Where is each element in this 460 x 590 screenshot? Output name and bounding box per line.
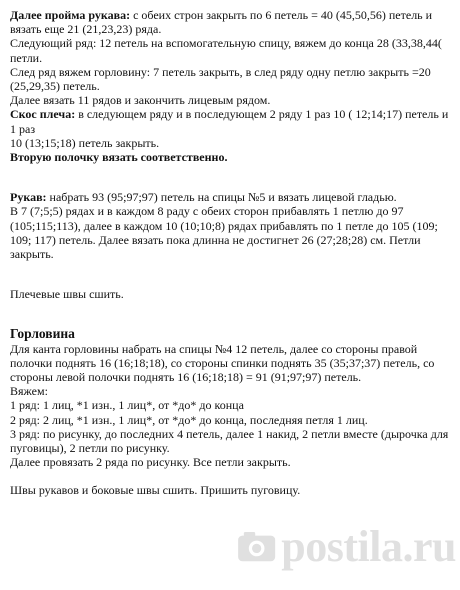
sleeve-text: набрать 93 (95;97;97) петель на спицы №5 и вязать лицевой гладью.: [46, 190, 397, 205]
row-2-instruction: 2 ряд: 2 лиц, *1 изн., 1 лиц*, от *до* до конца, последняя петля 1 лиц.: [10, 412, 368, 427]
armhole-paragraph: [10, 8, 454, 36]
neck-row-paragraph: След ряд вяжем горловину: 7 петель закрыть, в след ряду одну петлю закрыть =20 (25,29,35) петель.: [10, 64, 431, 94]
neckline-title: Горловина: [10, 326, 75, 342]
neckline-paragraph: Для канта горловины набрать на спицы №4 12 петель, далее со стороны правой полочки поднять 16 (16;18;18), со стороны спинки поднять 35 (35;37;37) петель, со стороны левой полочки поднять 16 (16;18;18) = 91 (91;97;97) петель.: [10, 341, 435, 385]
neckline-knit-label: Вяжем:: [10, 384, 48, 399]
second-front-note: Вторую полочку вязать соответственно.: [10, 150, 228, 165]
row-3-instruction: 3 ряд: по рисунку, до последних 4 петель, далее 1 накид, 2 петли вместе (дырочка для пуговицы), 2 петли по рисунку.: [10, 426, 449, 456]
sleeve-increase-paragraph: В 7 (7;5;5) рядах и в каждом 8 раду с обеих сторон прибавлять 1 петлю до 97 (105;115;113), далее в каждом 10 (10;10;8) рядах прибавлять по 1 петле до 105 (109; 109; 117) петель. Далее вязать пока длинна не достигнет 26 (27;28;28) см. Петли закрыть.: [10, 204, 438, 262]
document-page: [10, 8, 454, 498]
bind-off-instruction: Далее провязать 2 ряда по рисунку. Все петли закрыть.: [10, 455, 291, 470]
shoulder-slope-lead: Скос плеча:: [10, 107, 76, 122]
next-row-paragraph: Следующий ряд: 12 петель на вспомогательную спицу, вяжем до конца 28 (33,38,44( петли.: [10, 36, 442, 65]
final-instruction: Швы рукавов и боковые швы сшить. Пришить пуговицу.: [10, 483, 301, 498]
camera-logo-icon: [236, 523, 277, 571]
watermark-text: postila.ru: [281, 522, 456, 571]
armhole-lead: Далее пройма рукава:: [10, 8, 131, 22]
watermark: [236, 514, 456, 580]
armhole-text: с обеих строн закрыть по 6 петель = 40 (45,50,56) петель и вязать еще 21 (21,23,23) ряда.: [10, 8, 433, 37]
row-1-instruction: 1 ряд: 1 лиц, *1 изн., 1 лиц*, от *до* до конца: [10, 398, 244, 413]
shoulder-seams-note: Плечевые швы сшить.: [10, 287, 124, 302]
sleeve-paragraph: [10, 190, 454, 204]
knit-rows-paragraph: Далее вязать 11 рядов и закончить лицевым рядом.: [10, 93, 271, 108]
shoulder-slope-paragraph: [10, 107, 454, 135]
shoulder-slope-continued: 10 (13;15;18) петель закрыть.: [10, 135, 160, 150]
sleeve-lead: Рукав:: [10, 190, 47, 205]
shoulder-slope-text: в следующем ряду и в последующем 2 ряду 1 раз 10 ( 12;14;17) петель и 1 раз: [10, 107, 449, 136]
